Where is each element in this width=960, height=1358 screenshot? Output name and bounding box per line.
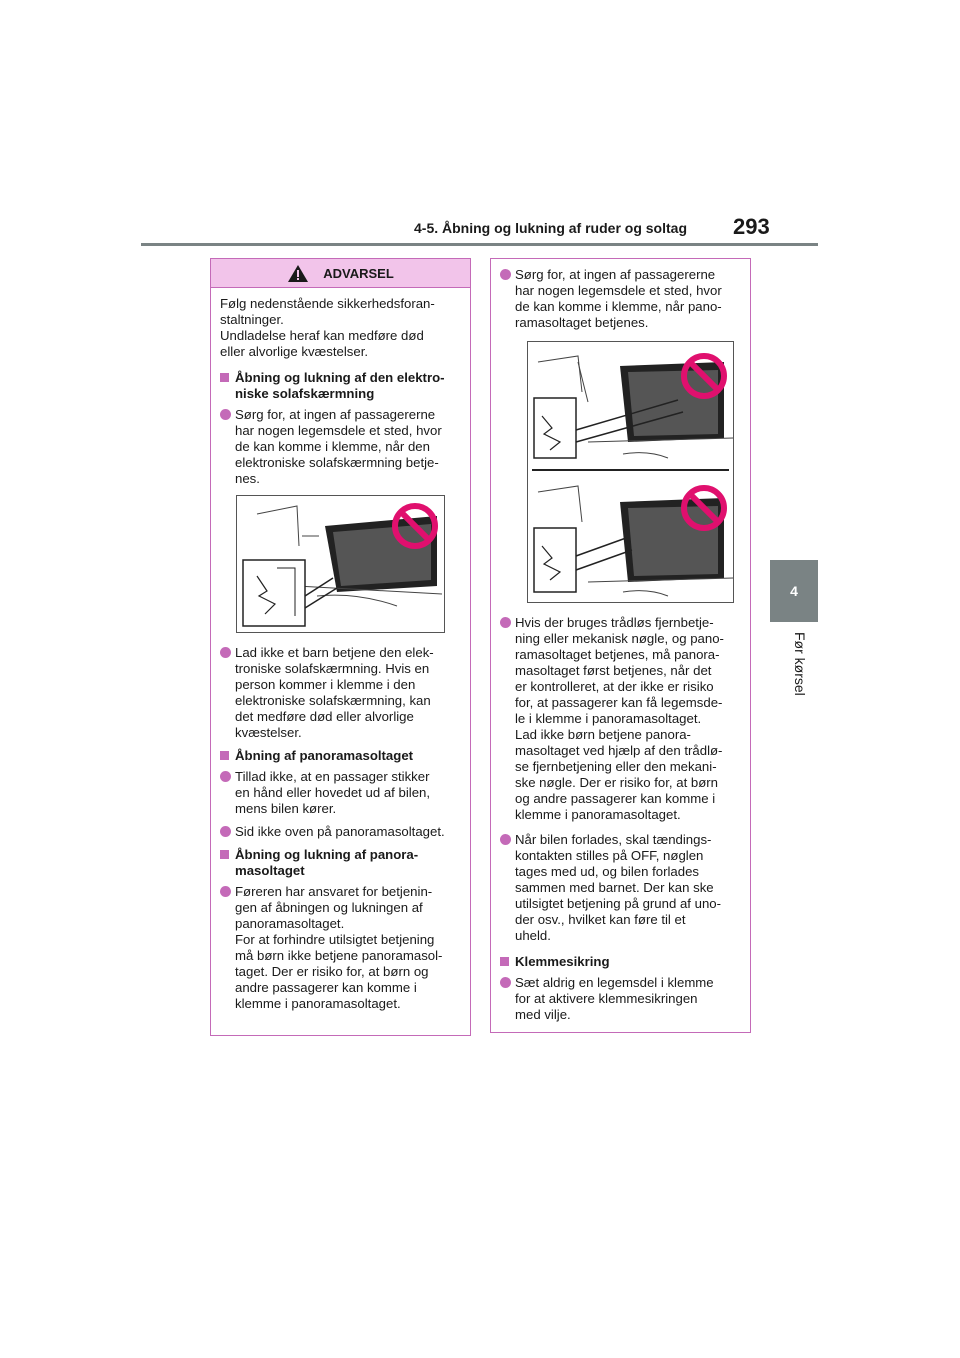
list-item <box>500 267 741 331</box>
chapter-tab <box>770 560 818 622</box>
round-bullet-icon <box>220 409 231 420</box>
section-heading <box>500 954 741 970</box>
section-heading <box>220 370 461 402</box>
list-item <box>500 832 741 944</box>
list-item <box>220 407 461 487</box>
section-header-title: 4-5. Åbning og lukning af ruder og soltag <box>414 220 687 236</box>
round-bullet-icon <box>220 826 231 837</box>
round-bullet-icon <box>220 647 231 658</box>
warning-triangle-icon <box>287 264 309 283</box>
list-item <box>220 645 461 741</box>
round-bullet-icon <box>500 834 511 845</box>
round-bullet-icon <box>220 886 231 897</box>
list-item-text: Sæt aldrig en legemsdel i klemme for at aktivere klemmesikringen med vilje. <box>515 975 714 1022</box>
list-item-text: Sørg for, at ingen af passagererne har nogen legemsdele et sted, hvor de kan komme i klemme, når den elektroniske solafskærmning betje- nes. <box>235 407 442 486</box>
warning-title: ADVARSEL <box>323 265 394 281</box>
list-item-text: Sørg for, at ingen af passagererne har nogen legemsdele et sted, hvor de kan komme i klemme, når pano- ramasoltaget betjenes. <box>515 267 722 330</box>
section-title: Åbning og lukning af panora- masoltaget <box>235 847 419 878</box>
list-item-text: Lad ikke et barn betjene den elek- troniske solafskærmning. Hvis en person kommer i klemme i den elektroniske solafskærmning, kan det medføre død eller alvorlige kvæstelser. <box>235 645 434 740</box>
round-bullet-icon <box>500 617 511 628</box>
warning-box-left <box>210 258 471 1036</box>
square-bullet-icon <box>220 751 229 760</box>
round-bullet-icon <box>500 269 511 280</box>
panorama-roof-pinch-illustration <box>527 341 734 603</box>
chapter-number: 4 <box>790 583 798 599</box>
header-rule <box>141 243 818 246</box>
list-item <box>500 615 741 823</box>
warning-intro: Følg nedenstående sikkerhedsforan- staltninger. Undladelse heraf kan medføre død eller alvorlige kvæstelser. <box>220 296 435 359</box>
section-title: Åbning af panoramasoltaget <box>235 748 414 763</box>
list-item <box>220 824 461 840</box>
section-title: Klemmesikring <box>515 954 610 969</box>
section-heading <box>220 748 461 764</box>
list-item <box>500 975 741 1023</box>
square-bullet-icon <box>500 957 509 966</box>
list-item-text: Sid ikke oven på panoramasoltaget. <box>235 824 445 839</box>
sunshade-pinch-illustration <box>236 495 445 633</box>
square-bullet-icon <box>220 373 229 382</box>
list-item <box>220 769 461 817</box>
warning-box-right <box>490 258 751 1033</box>
list-item-text: Hvis der bruges trådløs fjernbetje- ning eller mekanisk nøgle, og pano- ramasoltaget betjenes, må panora- masoltaget først betjenes, når det er kontrolleret, at der ikke er risiko for, at passagerer kan få legemsde- le i klemme i panoramasoltaget. Lad ikke børn betjene panora- masoltaget ved hjælp af den trådlø- se fjernbetjening eller den mekani- ske nøgle. Der er risiko for, at børn og andre passagerer kan komme i klemme i panoramasoltaget. <box>515 615 724 822</box>
list-item-text: Føreren har ansvaret for betjenin- gen af åbningen og lukningen af panoramasoltaget. For at forhindre utilsigtet betjening må børn ikke betjene panoramasol- taget. Der er risiko for, at børn og andre passagerer kan komme i klemme i panoramasoltaget. <box>235 884 443 1011</box>
section-heading <box>220 847 461 879</box>
chapter-label: Før kørsel <box>792 632 808 696</box>
list-item-text: Når bilen forlades, skal tændings- kontakten stilles på OFF, nøglen tages med ud, og bilen forlades sammen med barnet. Der kan ske utilsigtet betjening på grund af uno- der osv., hvilket kan føre til et uheld. <box>515 832 722 943</box>
list-item-text: Tillad ikke, at en passager stikker en hånd eller hovedet ud af bilen, mens bilen kører. <box>235 769 431 816</box>
list-item <box>220 884 461 1012</box>
square-bullet-icon <box>220 850 229 859</box>
page-number: 293 <box>733 214 770 239</box>
round-bullet-icon <box>500 977 511 988</box>
warning-header <box>211 259 470 288</box>
round-bullet-icon <box>220 771 231 782</box>
section-title: Åbning og lukning af den elektro- niske solafskærmning <box>235 370 445 401</box>
